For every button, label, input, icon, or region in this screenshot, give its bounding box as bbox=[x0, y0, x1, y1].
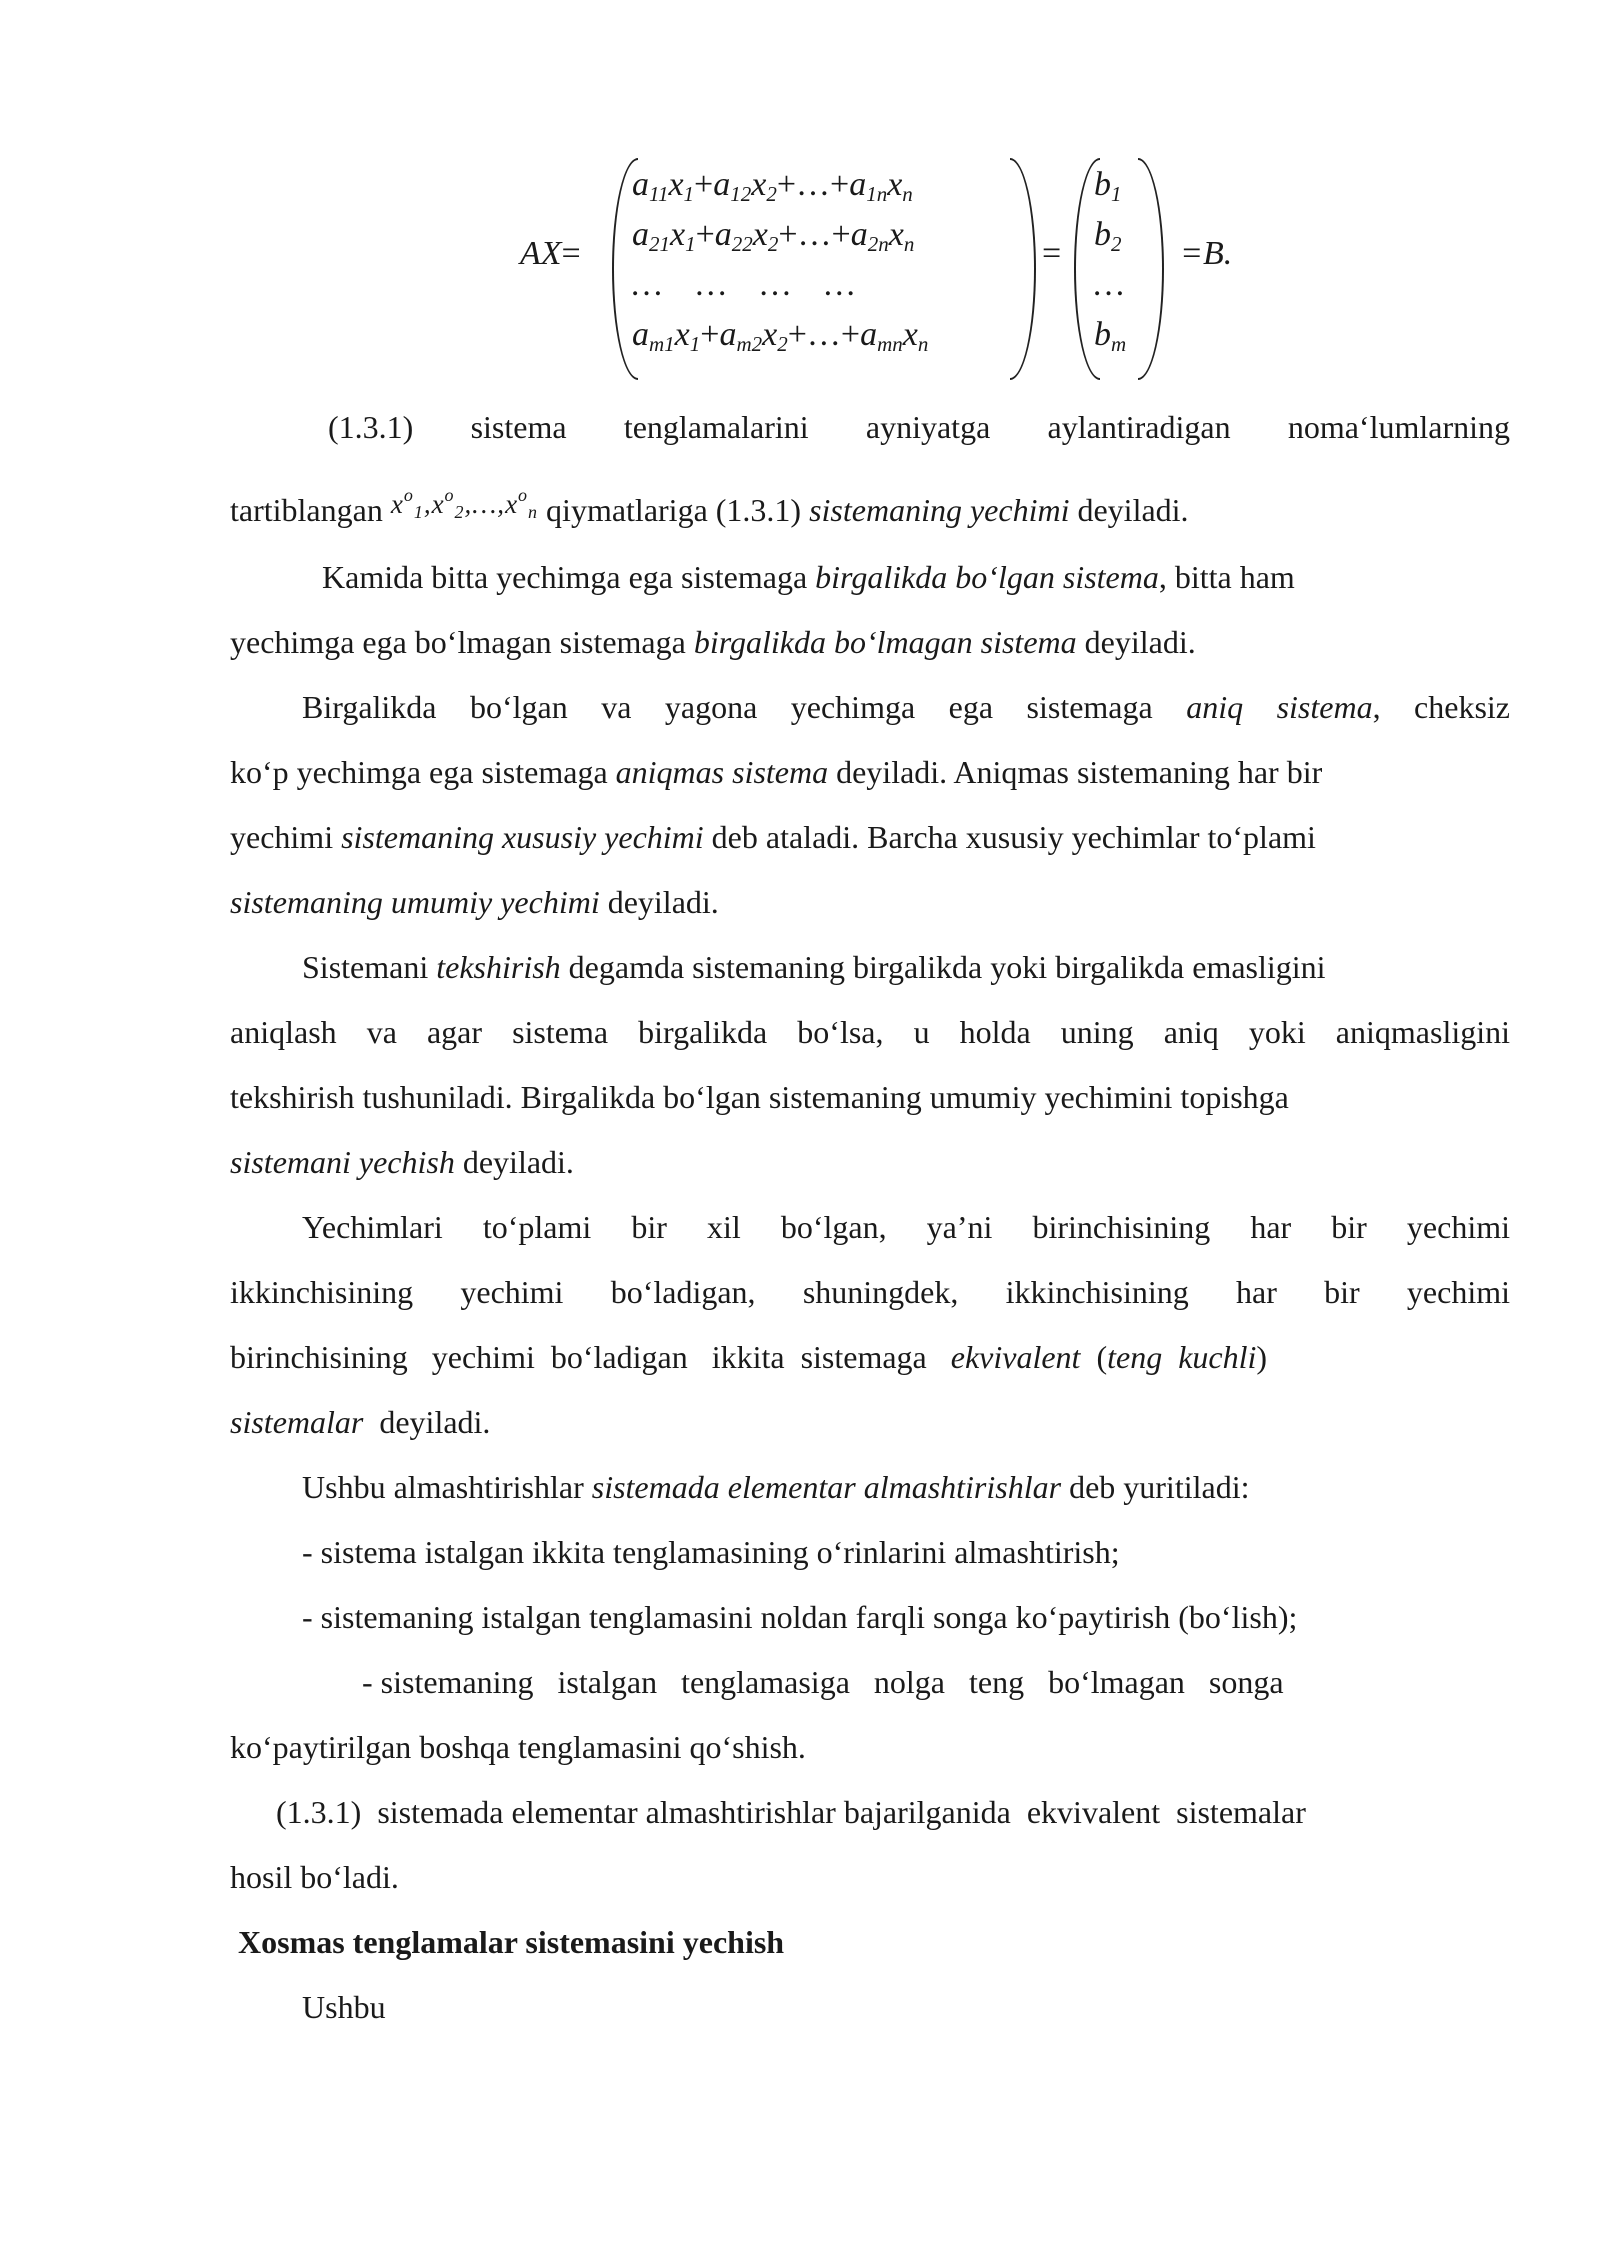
matrix-row-dots: … … … … bbox=[632, 266, 855, 303]
paragraph-8-start: Ushbu bbox=[302, 1989, 386, 2025]
paragraph-3-line-4: sistemaning umumiy yechimi deyiladi. bbox=[230, 884, 719, 920]
list-item: - sistemaning istalgan tenglamasini noldan farqli songa ko‘paytirish (bo‘lish); bbox=[302, 1599, 1298, 1635]
paragraph-7-line-2: hosil bo‘ladi. bbox=[230, 1859, 399, 1895]
equation-middle-equals: = bbox=[1042, 235, 1062, 272]
paragraph-2-line-1: Kamida bitta yechimga ega sistemaga birgalikda bo‘lgan sistema, bitta ham bbox=[322, 559, 1295, 595]
paragraph-2-line-2: yechimga ega bo‘lmagan sistemaga birgalikda bo‘lmagan sistema deyiladi. bbox=[230, 624, 1196, 660]
vector-entry: $b_1$ bbox=[1094, 166, 1122, 206]
inline-math-solution-tuple: xo1,xo2,…,xon bbox=[390, 485, 539, 522]
matrix-row-1: $a_{11}x_1+a_{12}x_2+\dots+a_{1n}x_n$ bbox=[632, 166, 913, 206]
paragraph-5-line-1: Yechimlari to‘plami bir xil bo‘lgan, ya’ni birinchisining har bir yechimi bbox=[302, 1209, 1510, 1245]
paragraph-4-line-2: aniqlash va agar sistema birgalikda bo‘lsa, u holda uning aniq yoki aniqmasligini bbox=[230, 1014, 1510, 1050]
matrix-equation bbox=[520, 150, 1240, 390]
paragraph-5-line-2: ikkinchisining yechimi bo‘ladigan, shuningdek, ikkinchisining har bir yechimi bbox=[230, 1274, 1510, 1310]
equation-lhs: AX= bbox=[520, 235, 581, 272]
paragraph-5-line-3: birinchisining yechimi bo‘ladigan ikkita sistemaga ekvivalent (teng kuchli) bbox=[230, 1339, 1268, 1375]
paragraph-3-line-2: ko‘p yechimga ega sistemaga aniqmas sistema deyiladi. Aniqmas sistemaning har bir bbox=[230, 754, 1323, 790]
vector-right-paren bbox=[1138, 158, 1164, 380]
matrix-row-2: $a_{21}x_1+a_{22}x_2+\dots+a_{2n}x_n$ bbox=[632, 216, 915, 256]
paragraph-1-line-1: (1.3.1) sistema tenglamalarini ayniyatga aylantiradigan noma‘lumlarning bbox=[328, 409, 1510, 445]
vector-entry: $b_m$ bbox=[1094, 316, 1127, 356]
matrix-rows bbox=[632, 160, 1022, 360]
paragraph-3-line-3: yechimi sistemaning xususiy yechimi deb ataladi. Barcha xususiy yechimlar to‘plami bbox=[230, 819, 1316, 855]
matrix-row-m: $a_{m1}x_1+a_{m2}x_2+\dots+a_{mn}x_n$ bbox=[632, 316, 929, 356]
paragraph-3-line-1: Birgalikda bo‘lgan va yagona yechimga ega sistemaga aniq sistema, cheksiz bbox=[302, 689, 1511, 725]
matrix-right-paren bbox=[1010, 158, 1036, 380]
list-item: - sistemaning istalgan tenglamasiga nolga teng bo‘lmagan songa bbox=[362, 1664, 1284, 1700]
paragraph-7-line-1: (1.3.1) sistemada elementar almashtirishlar bajarilganida ekvivalent sistemalar bbox=[276, 1794, 1306, 1830]
vector-entry: $b_2$ bbox=[1094, 216, 1122, 256]
paragraph-1-line-2: tartiblangan $^{x^o_1,x^o_2,\dots,x^o_n}$ qiymatlariga (1.3.1) sistemaning yechimi deyiladi. bbox=[230, 485, 1189, 528]
equation-rhs: =B. bbox=[1180, 235, 1233, 272]
list-item: - sistema istalgan ikkita tenglamasining o‘rinlarini almashtirish; bbox=[302, 1534, 1120, 1570]
paragraph-4-line-1: Sistemani tekshirish degamda sistemaning birgalikda yoki birgalikda emasligini bbox=[302, 949, 1326, 985]
paragraph-5-line-4: sistemalar deyiladi. bbox=[230, 1404, 491, 1440]
list-item-continuation: ko‘paytirilgan boshqa tenglamasini qo‘shish. bbox=[230, 1729, 806, 1765]
vector-b bbox=[1094, 160, 1144, 360]
paragraph-6: Ushbu almashtirishlar sistemada elementar almashtirishlar deb yuritiladi: bbox=[302, 1469, 1250, 1505]
section-heading: Xosmas tenglamalar sistemasini yechish bbox=[238, 1924, 785, 1960]
vector-entry: … bbox=[1094, 266, 1125, 303]
paragraph-4-line-4: sistemani yechish deyiladi. bbox=[230, 1144, 574, 1180]
paragraph-4-line-3: tekshirish tushuniladi. Birgalikda bo‘lgan sistemaning umumiy yechimini topishga bbox=[230, 1079, 1289, 1115]
